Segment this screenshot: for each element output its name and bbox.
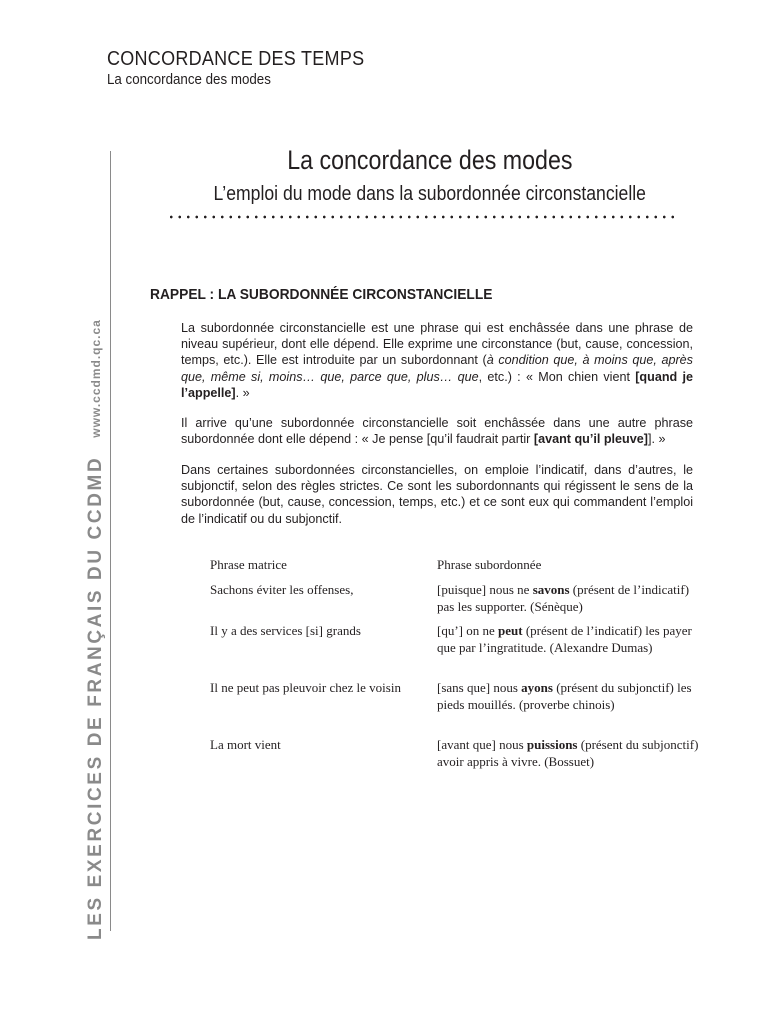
sidebar-url: www.ccdmd.qc.ca: [89, 319, 103, 438]
p1-subordinants-italic: à condition que, à moins que, après que, même si, moins… que, parce que, plus… que: [181, 353, 693, 384]
p1-text-3: . »: [235, 385, 250, 400]
table-row: [210, 680, 700, 737]
p2-text-1: Il arrive qu’une subordonnée circonstancielle soit enchâssée dans une autre phrase subordonnée dont elle dépend : « Je pense [qu’il faudrait partir: [181, 416, 693, 447]
page-header: [107, 47, 393, 89]
sub-verb: ayons: [521, 680, 553, 695]
subordonnee-cell: [437, 737, 700, 777]
sub-verb: peut: [498, 623, 523, 638]
header-title: CONCORDANCE DES TEMPS: [107, 48, 365, 70]
page-subtitle-text: L’emploi du mode dans la subordonnée circonstancielle: [213, 183, 647, 205]
page-subtitle: [110, 181, 750, 207]
dotted-divider: [167, 215, 677, 219]
header-subtitle: La concordance des modes: [107, 72, 271, 88]
examples-header-row: [210, 556, 700, 582]
sub-post: (présent du subjonctif) avoir appris à vivre. (Bossuet): [437, 737, 699, 769]
subordonnee-cell: [437, 623, 700, 680]
p1-example-bold: [quand je l’appelle]: [181, 369, 693, 400]
sub-pre: [qu’] on ne: [437, 623, 499, 638]
table-row: [210, 737, 700, 777]
paragraph-definition: [181, 320, 693, 401]
sub-pre: [avant que] nous: [437, 737, 527, 752]
matrice-cell: Sachons éviter les offenses,: [210, 582, 354, 597]
matrice-cell: La mort vient: [210, 737, 281, 752]
matrice-cell: Il ne peut pas pleuvoir chez le voisin: [210, 680, 401, 695]
p2-text-2: ]. »: [647, 432, 666, 447]
header-phrase-subordonnee: Phrase subordonnée: [437, 557, 542, 572]
paragraph-nested: [181, 415, 693, 447]
table-row: [210, 623, 700, 680]
paragraph-modes: Dans certaines subordonnées circonstancielles, on emploie l’indicatif, dans d’autres, le subjonctif, selon des règles strictes. Ce sont les subordonnants qui régissent le sens de la subordonnée (but, cause, concession, temps, etc.) et ce sont eux qui commandent l’emploi de l’indicatif ou du subjonctif.: [181, 463, 693, 526]
subordonnee-cell: [437, 680, 700, 737]
matrice-cell: Il y a des services [si] grands: [210, 623, 361, 638]
vertical-rule: [110, 151, 111, 931]
sub-post: (présent de l’indicatif) pas les supporter. (Sénèque): [437, 582, 690, 614]
sub-pre: [puisque] nous ne: [437, 582, 533, 597]
examples-table: [210, 556, 700, 777]
table-row: [210, 582, 700, 623]
sidebar-vertical-text: [84, 319, 108, 940]
sub-post: (présent de l’indicatif) les payer que par l’ingratitude. (Alexandre Dumas): [437, 623, 692, 655]
sub-verb: savons: [532, 582, 570, 597]
page-title-text: La concordance des modes: [287, 145, 573, 175]
subordonnee-cell: [437, 582, 700, 623]
sidebar-publisher: LES EXERCICES DE FRANÇAIS DU CCDMD: [85, 455, 106, 940]
sub-pre: [sans que] nous: [437, 680, 522, 695]
p2-example-bold: [avant qu’il pleuve]: [533, 432, 648, 447]
sub-post: (présent du subjonctif) les pieds mouillés. (proverbe chinois): [437, 680, 692, 712]
p1-text-1: La subordonnée circonstancielle est une phrase qui est enchâssée dans une phrase de niveau supérieur, dont elle dépend. Elle exprime une circonstance (but, cause, concession, temps, etc.). Elle est introduite par un subordonnant (: [181, 321, 693, 368]
p1-text-2: , etc.) : « Mon chien vient: [478, 369, 636, 384]
sub-verb: puissions: [526, 737, 578, 752]
section-heading: RAPPEL : LA SUBORDONNÉE CIRCONSTANCIELLE: [150, 286, 493, 303]
page-title: [110, 143, 750, 177]
header-phrase-matrice: Phrase matrice: [210, 557, 287, 572]
